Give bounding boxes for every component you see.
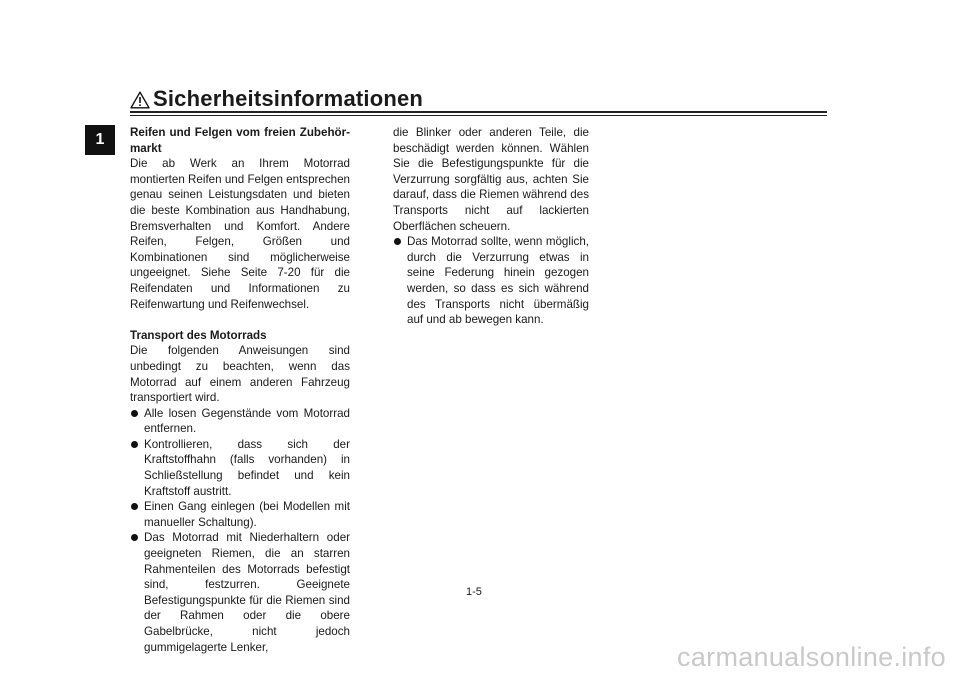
header-rule	[130, 111, 827, 113]
bullet-icon	[131, 534, 138, 541]
bullet-icon	[131, 410, 138, 417]
warning-triangle-icon	[130, 91, 150, 109]
list-item: Das Motorrad sollte, wenn möglich, durch die Verzurrung etwas in seine Federung hinein gezogen werden, so dass es sich während des Transports nicht übermäßig auf und ab bewegen kann.	[393, 234, 589, 328]
right-column	[393, 125, 589, 328]
continuation-text: die Blinker oder anderen Teile, die beschädigt werden können. Wählen Sie die Befestigungspunkte für die Verzurrung sorgfältig aus, achten Sie darauf, dass die Riemen während des Transports nicht auf lackierten Oberflächen scheuern.	[393, 126, 589, 233]
page-number: 1-5	[466, 586, 482, 598]
bullet-icon	[131, 441, 138, 448]
list-item: Kontrollieren, dass sich der Kraftstoffhahn (falls vorhanden) in Schließstellung befindet und kein Kraftstoff austritt.	[130, 437, 350, 499]
section-heading-tyres: Reifen und Felgen vom freien Zubehör-markt	[130, 126, 350, 155]
section-heading-transport: Transport des Motorrads	[130, 328, 267, 342]
list-item: Das Motorrad mit Niederhaltern oder geeigneten Riemen, die an starren Rahmenteilen des Motorrads befestigt sind, festzurren. Geeignete Befestigungspunkte für die Riemen sind der Rahmen oder die obere Gabelbrücke, nicht jedoch gummigelagerte Lenker,	[130, 530, 350, 655]
watermark: carmanualsonline.info	[677, 642, 946, 672]
section-body-tyres: Die ab Werk an Ihrem Motorrad montierten Reifen und Felgen entsprechen genau seinen Leistungsdaten und bieten die beste Kombination aus Handhabung, Bremsverhalten und Komfort. Andere Reifen, Felgen, Größen und Kombinationen sind möglicherweise ungeeignet. Siehe Seite 7-20 für die Reifendaten und Informationen zu Reifenwartung und Reifenwechsel.	[130, 157, 350, 311]
chapter-number: 1	[95, 131, 105, 148]
list-item: Einen Gang einlegen (bei Modellen mit manueller Schaltung).	[130, 499, 350, 530]
left-column	[130, 125, 350, 655]
right-bullet-list	[393, 234, 589, 328]
bullet-icon	[394, 238, 401, 245]
bullet-icon	[131, 503, 138, 510]
list-item: Alle losen Gegenstände vom Motorrad entfernen.	[130, 406, 350, 437]
page-header	[130, 86, 423, 112]
transport-bullet-list	[130, 406, 350, 656]
chapter-tab	[85, 125, 115, 155]
header-rule-thin	[130, 115, 827, 116]
section-intro-transport: Die folgenden Anweisungen sind unbedingt zu beachten, wenn das Motorrad auf einem anderen Fahrzeug transportiert wird.	[130, 344, 350, 405]
page-title: Sicherheitsinformationen	[153, 86, 424, 111]
